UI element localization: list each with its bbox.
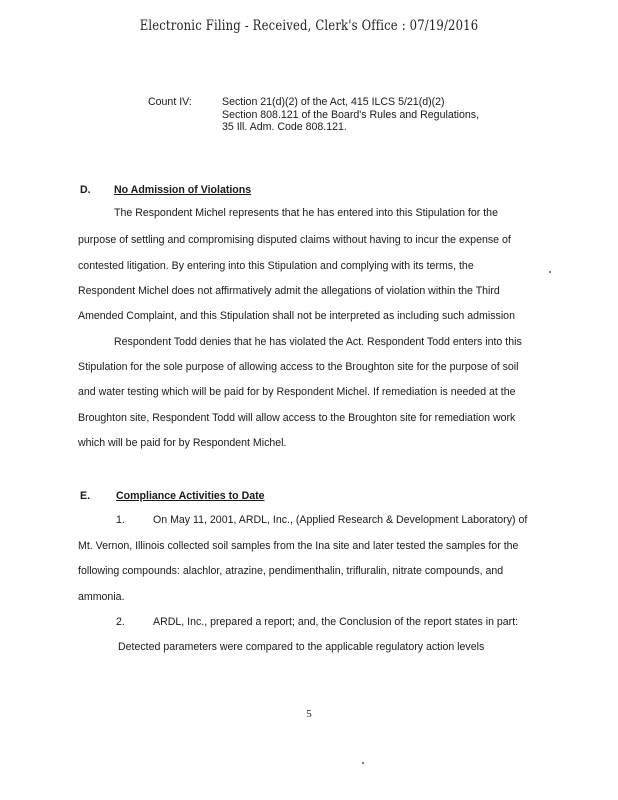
section-d-letter: D. <box>80 184 91 196</box>
paragraph-line: The Respondent Michel represents that he has entered into this Stipulation for the <box>114 207 498 219</box>
section-e-title: Compliance Activities to Date <box>116 490 265 502</box>
paragraph-line: Mt. Vernon, Illinois collected soil samples from the Ina site and later tested the samples for the <box>78 540 519 552</box>
count-iv-line: 35 Ill. Adm. Code 808.121. <box>222 121 347 133</box>
count-iv-line: Section 21(d)(2) of the Act, 415 ILCS 5/21(d)(2) <box>222 96 445 108</box>
paragraph-line: Respondent Michel does not affirmatively admit the allegations of violation within the Third <box>78 285 500 297</box>
paragraph-line: following compounds: alachlor, atrazine, pendimenthalin, trifluralin, nitrate compounds, and <box>78 565 504 577</box>
paragraph-line: purpose of settling and compromising disputed claims without having to incur the expense of <box>78 234 511 246</box>
paragraph-line: Amended Complaint, and this Stipulation shall not be interpreted as including such admission <box>78 310 515 322</box>
paragraph-line: Stipulation for the sole purpose of allowing access to the Broughton site for the purpose of soil <box>78 361 519 373</box>
paragraph-line: Detected parameters were compared to the applicable regulatory action levels <box>118 641 485 653</box>
scan-speck <box>549 271 551 273</box>
paragraph-line: On May 11, 2001, ARDL, Inc., (Applied Research & Development Laboratory) of <box>153 514 528 526</box>
count-iv-citations <box>222 96 479 134</box>
list-item-number: 2. <box>116 616 125 628</box>
paragraph-line: and water testing which will be paid for by Respondent Michel. If remediation is needed at the <box>78 386 516 398</box>
paragraph-line: which will be paid for by Respondent Michel. <box>78 437 287 449</box>
section-d-heading <box>80 184 252 196</box>
filing-stamp-header: Electronic Filing - Received, Clerk's Office : 07/19/2016 <box>139 18 479 34</box>
paragraph-line: ARDL, Inc., prepared a report; and, the Conclusion of the report states in part: <box>153 616 519 628</box>
count-iv-label: Count IV: <box>148 96 192 108</box>
list-item-number: 1. <box>116 514 125 526</box>
section-e-heading <box>80 490 265 502</box>
page-number: 5 <box>306 708 312 720</box>
section-d-title: No Admission of Violations <box>114 184 252 196</box>
count-iv-line: Section 808.121 of the Board's Rules and Regulations, <box>222 108 480 121</box>
section-e-letter: E. <box>80 490 91 502</box>
paragraph-line: contested litigation. By entering into this Stipulation and complying with its terms, the <box>78 260 474 272</box>
paragraph-line: Respondent Todd denies that he has violated the Act. Respondent Todd enters into this <box>114 336 522 348</box>
paragraph-line: ammonia. <box>78 591 125 603</box>
scan-speck <box>362 762 364 764</box>
paragraph-line: Broughton site, Respondent Todd will allow access to the Broughton site for remediation work <box>78 412 516 424</box>
